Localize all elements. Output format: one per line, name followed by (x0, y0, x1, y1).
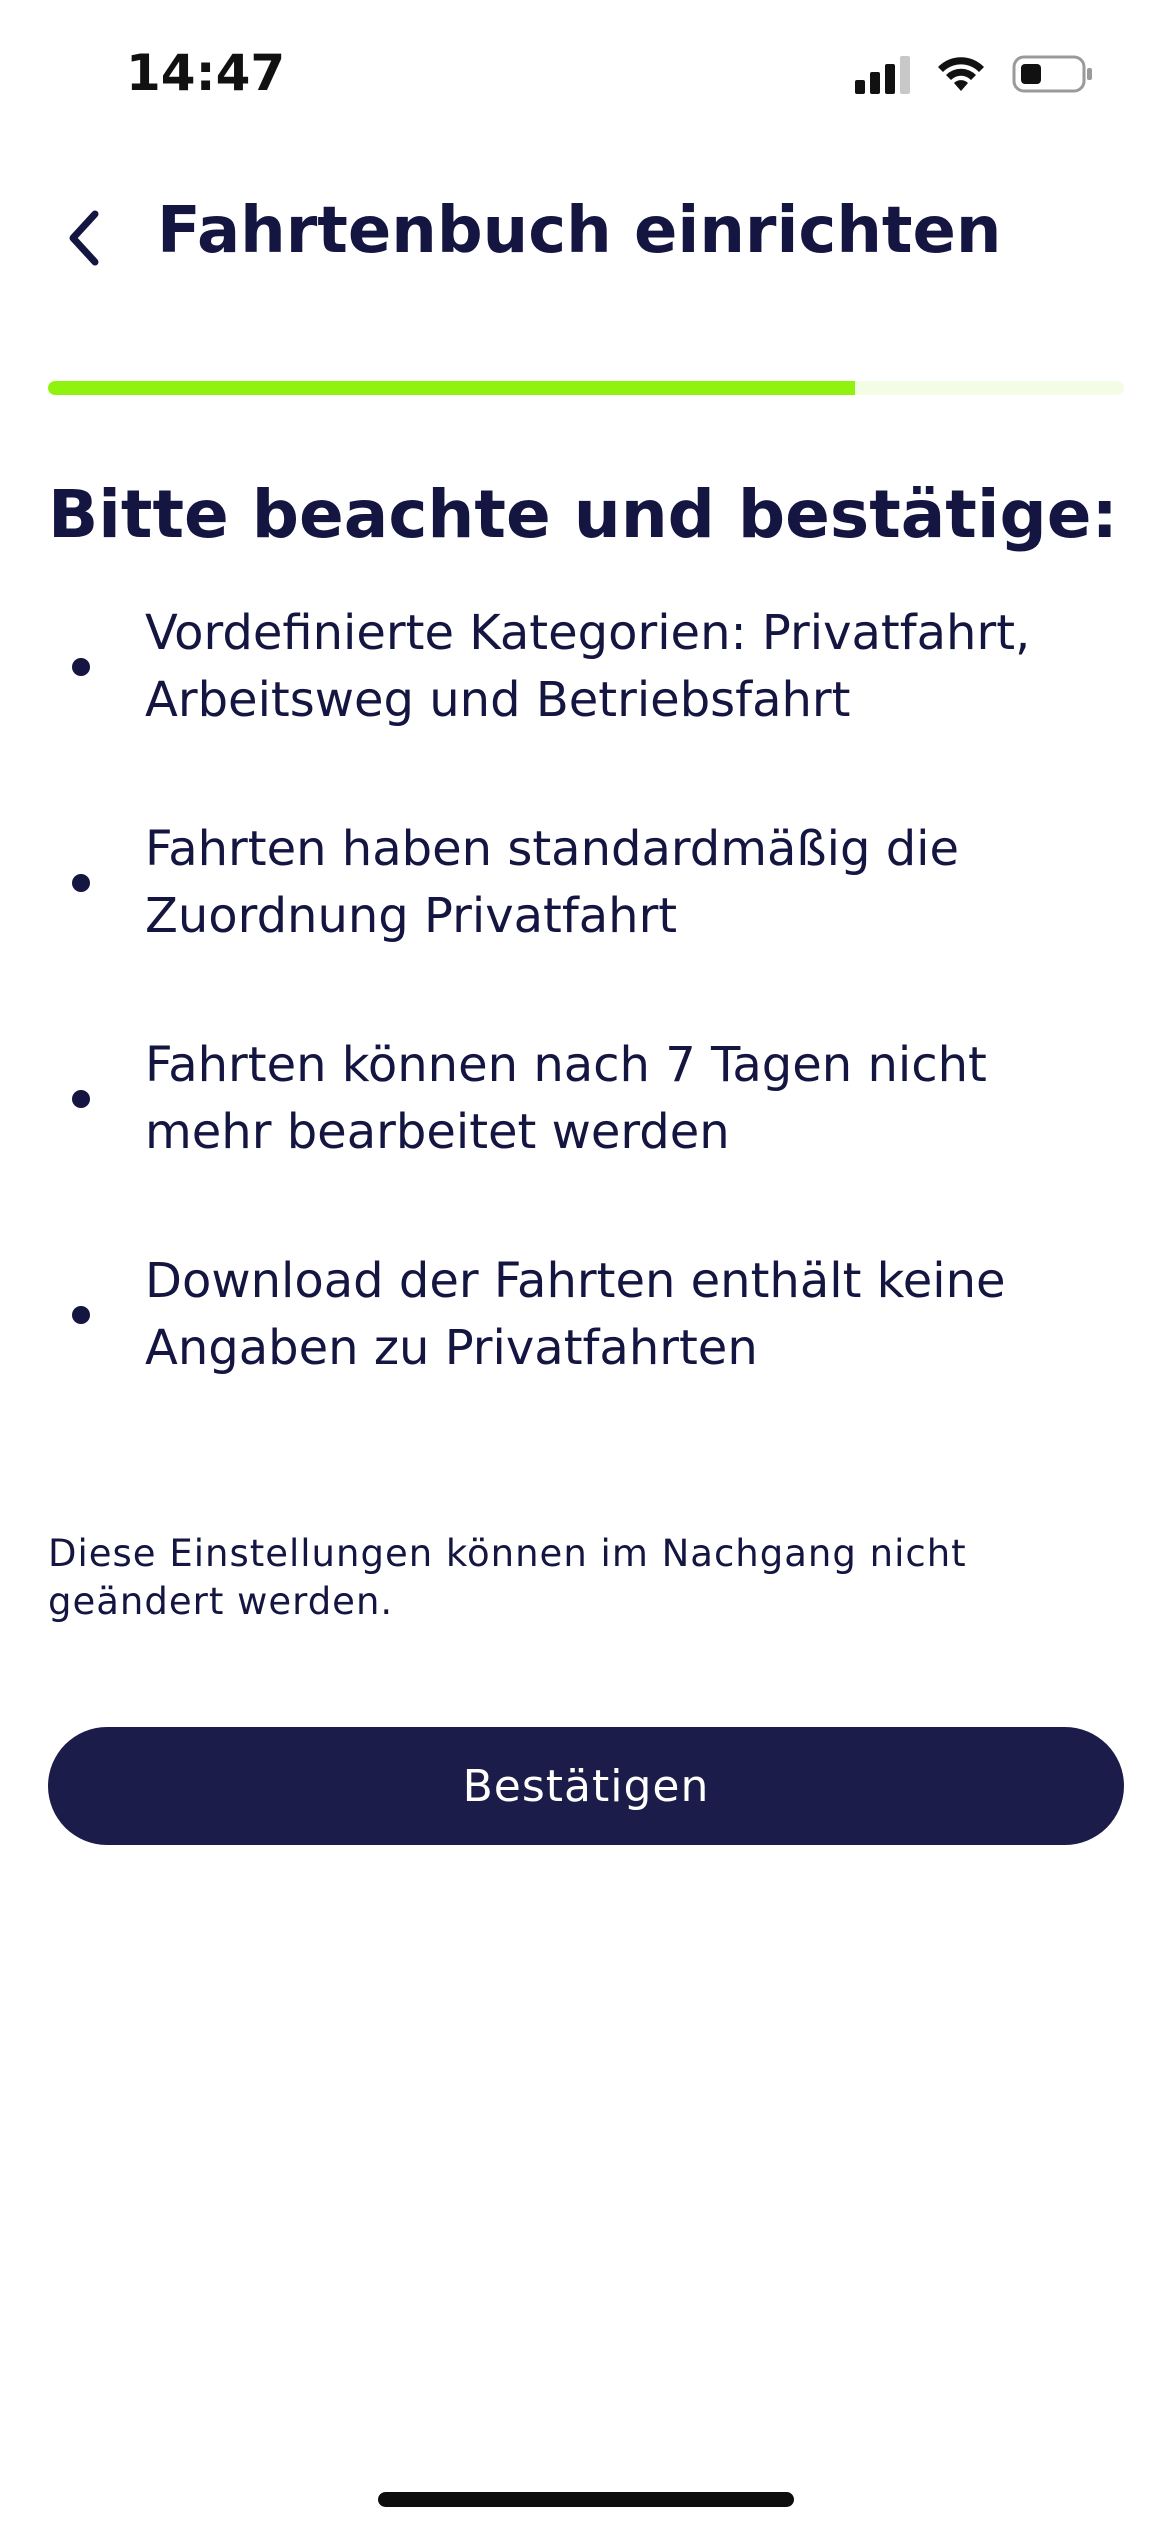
page-title: Fahrtenbuch einrichten (157, 194, 1002, 268)
wifi-icon (936, 55, 986, 93)
status-time: 14:47 (126, 44, 286, 102)
bullet-dot (72, 1090, 90, 1108)
cellular-signal-icon (855, 54, 910, 94)
list-item-text: Fahrten haben standardmäßig die Zuordnung Privatfahrt (145, 821, 960, 944)
status-bar (0, 0, 1170, 150)
list-item-text: Download der Fahrten enthält keine Angaben zu Privatfahrten (145, 1253, 1006, 1376)
bullet-dot (72, 658, 90, 676)
section-heading: Bitte beachte und bestätige: (48, 476, 1118, 553)
confirm-button[interactable]: Bestätigen (48, 1727, 1124, 1845)
list-item-text: Vordefinierte Kategorien: Privatfahrt, Arbeitsweg und Betriebsfahrt (145, 605, 1031, 728)
back-button[interactable] (50, 198, 120, 278)
list-item (48, 816, 1128, 966)
progress-bar (48, 381, 1124, 395)
bullet-dot (72, 874, 90, 892)
list-item (48, 600, 1128, 750)
header (0, 180, 1170, 300)
progress-fill (48, 381, 855, 395)
list-item (48, 1032, 1128, 1182)
settings-note: Diese Einstellungen können im Nachgang nicht geändert werden. (48, 1532, 967, 1623)
chevron-left-icon (65, 208, 105, 268)
list-item-text: Fahrten können nach 7 Tagen nicht mehr bearbeitet werden (145, 1037, 987, 1160)
list-item (48, 1248, 1128, 1398)
battery-icon (1012, 54, 1094, 94)
bullet-dot (72, 1306, 90, 1324)
home-indicator[interactable] (378, 2492, 794, 2507)
status-icons (855, 54, 1094, 94)
